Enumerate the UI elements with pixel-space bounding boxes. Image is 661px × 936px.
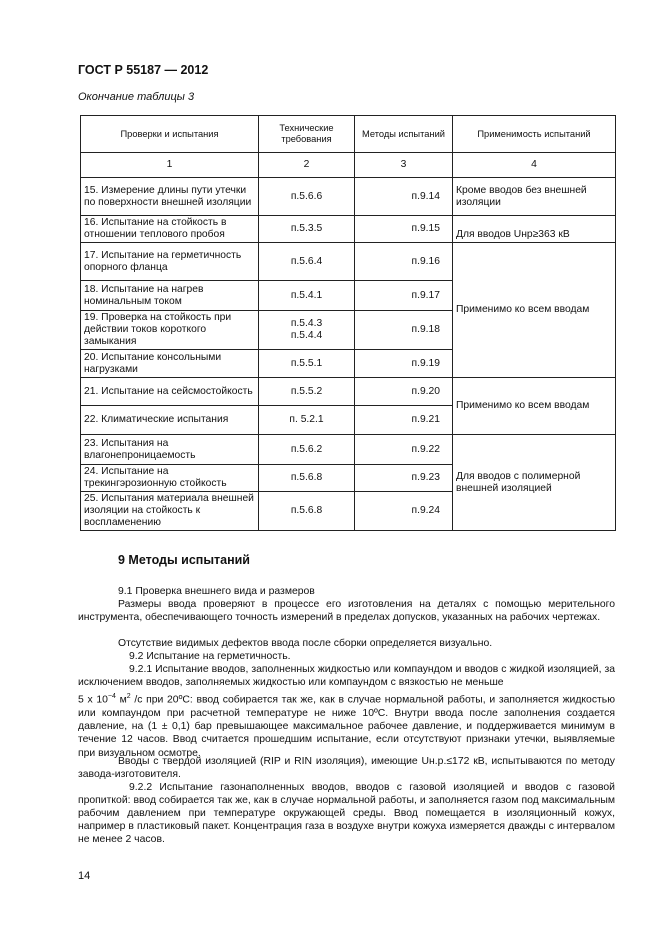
requirement: п.5.6.8 bbox=[259, 465, 355, 492]
applicability: Кроме вводов без внешней изоляции bbox=[453, 178, 616, 216]
test-name: 23. Испытания на влагонепроницаемость bbox=[81, 435, 259, 465]
paragraph: Вводы с твердой изоляцией (RIP и RIN изоляция), имеющие Uн.р.≤172 кВ, испытываются по методу завода-изготовителя. bbox=[78, 756, 615, 780]
method: п.9.24 bbox=[355, 492, 453, 531]
method: п.9.17 bbox=[355, 281, 453, 311]
requirement: п.5.3.5 bbox=[259, 216, 355, 243]
table-row bbox=[81, 378, 616, 406]
requirement: п.5.6.8 bbox=[259, 492, 355, 531]
column-header: Методы испытаний bbox=[355, 116, 453, 153]
method: п.9.21 bbox=[355, 406, 453, 435]
test-name: 24. Испытание на трекингэрозионную стойкость bbox=[81, 465, 259, 492]
applicability: Применимо ко всем вводам bbox=[453, 243, 616, 378]
table-continuation-label: Окончание таблицы 3 bbox=[78, 91, 195, 103]
requirement: п.5.6.6 bbox=[259, 178, 355, 216]
requirement: п.5.4.1 bbox=[259, 281, 355, 311]
test-name: 22. Климатические испытания bbox=[81, 406, 259, 435]
table-row bbox=[81, 216, 616, 243]
table-header-row bbox=[81, 116, 616, 153]
test-name: 19. Проверка на стойкость при действии токов короткого замыкания bbox=[81, 311, 259, 350]
test-name: 17. Испытание на герметичность опорного фланца bbox=[81, 243, 259, 281]
exponent: 2 bbox=[126, 693, 131, 700]
section-title: 9 Методы испытаний bbox=[118, 553, 250, 567]
requirement: п.5.6.4 bbox=[259, 243, 355, 281]
column-number: 1 bbox=[81, 153, 259, 178]
test-name: 15. Измерение длины пути утечки по поверхности внешней изоляции bbox=[81, 178, 259, 216]
paragraph-text: /с при 20ºС: ввод собирается так же, как в случае нормальной работы, и заполняется жидкостью или компаундом при расчетной температуре не ниже 10ºС. Внутри ввода после заполнения создается давление, на (1 ± 0,1) бар превышающее максимальное рабочее давление, и поддерживается минимум в течение 12 часов. Ввод считается прошедшим испытание, если отсутствуют признаки утечки, выявляемые при визуальном осмотре. bbox=[78, 694, 615, 759]
column-header: Применимость испытаний bbox=[453, 116, 616, 153]
test-name: 20. Испытание консольными нагрузками bbox=[81, 350, 259, 378]
column-number: 3 bbox=[355, 153, 453, 178]
requirement: п.5.5.2 bbox=[259, 378, 355, 406]
column-number-row bbox=[81, 153, 616, 178]
requirement: п.5.6.2 bbox=[259, 435, 355, 465]
method: п.9.14 bbox=[355, 178, 453, 216]
exponent: −4 bbox=[107, 693, 116, 700]
requirement-line: п.5.4.4 bbox=[290, 330, 323, 341]
paragraph-text: 5 х 10 bbox=[78, 694, 108, 706]
column-number: 2 bbox=[259, 153, 355, 178]
paragraph: 9.2.2 Испытание газонаполненных вводов, вводов с газовой изоляцией и вводов с газовой пропиткой: ввод собирается так же, как в случае нормальной работы, и заполняется газом под максимальным рабочим давлением при температуре окружающей среды. Ввод помещается в изоляционный кожух, например в пластиковый пакет. Концентрация газа в воздухе внутри кожуха измеряется дважды с интервалом не менее 2 часов. bbox=[78, 782, 615, 845]
method: п.9.16 bbox=[355, 243, 453, 281]
tests-table bbox=[80, 115, 616, 531]
test-name: 16. Испытание на стойкость в отношении теплового пробоя bbox=[81, 216, 259, 243]
method: п.9.20 bbox=[355, 378, 453, 406]
table-row bbox=[81, 178, 616, 216]
paragraph: Размеры ввода проверяют в процессе его изготовления на деталях с помощью мерительного инструмента, обеспечивающего точность измерений в пределах допусков, указанных на рабочих чертежах. bbox=[78, 599, 615, 623]
requirement-line: п.5.4.3 bbox=[290, 318, 323, 329]
table-row bbox=[81, 435, 616, 465]
table-row bbox=[81, 243, 616, 281]
paragraph bbox=[78, 690, 615, 760]
requirement: п.5.5.1 bbox=[259, 350, 355, 378]
test-name: 25. Испытания материала внешней изоляции на стойкость к воспламенению bbox=[81, 492, 259, 531]
paragraph: 9.1 Проверка внешнего вида и размеров bbox=[118, 586, 315, 597]
test-name: 21. Испытание на сейсмостойкость bbox=[81, 378, 259, 406]
method: п.9.19 bbox=[355, 350, 453, 378]
paragraph: 9.2 Испытание на герметичность. bbox=[129, 651, 291, 662]
method: п.9.18 bbox=[355, 311, 453, 350]
method: п.9.23 bbox=[355, 465, 453, 492]
paragraph: Отсутствие видимых дефектов ввода после сборки определяется визуально. bbox=[118, 638, 493, 649]
column-header: Технические требования bbox=[259, 116, 355, 153]
requirement: п. 5.2.1 bbox=[259, 406, 355, 435]
requirement bbox=[259, 311, 355, 350]
method: п.9.22 bbox=[355, 435, 453, 465]
applicability: Применимо ко всем вводам bbox=[453, 378, 616, 435]
test-name: 18. Испытание на нагрев номинальным током bbox=[81, 281, 259, 311]
method: п.9.15 bbox=[355, 216, 453, 243]
paragraph: 9.2.1 Испытание вводов, заполненных жидкостью или компаундом и вводов с жидкой изоляцией, за исключением вводов, заполняемых жидкостью или компаундом с вязкостью не меньше bbox=[78, 664, 615, 688]
paragraph-text: м bbox=[115, 694, 127, 706]
column-number: 4 bbox=[453, 153, 616, 178]
applicability: Для вводов с полимерной внешней изоляцией bbox=[453, 435, 616, 531]
document-header: ГОСТ Р 55187 — 2012 bbox=[78, 63, 209, 77]
page-number: 14 bbox=[78, 870, 91, 882]
column-header: Проверки и испытания bbox=[81, 116, 259, 153]
applicability: Для вводов Uнр≥363 кВ bbox=[453, 216, 616, 243]
